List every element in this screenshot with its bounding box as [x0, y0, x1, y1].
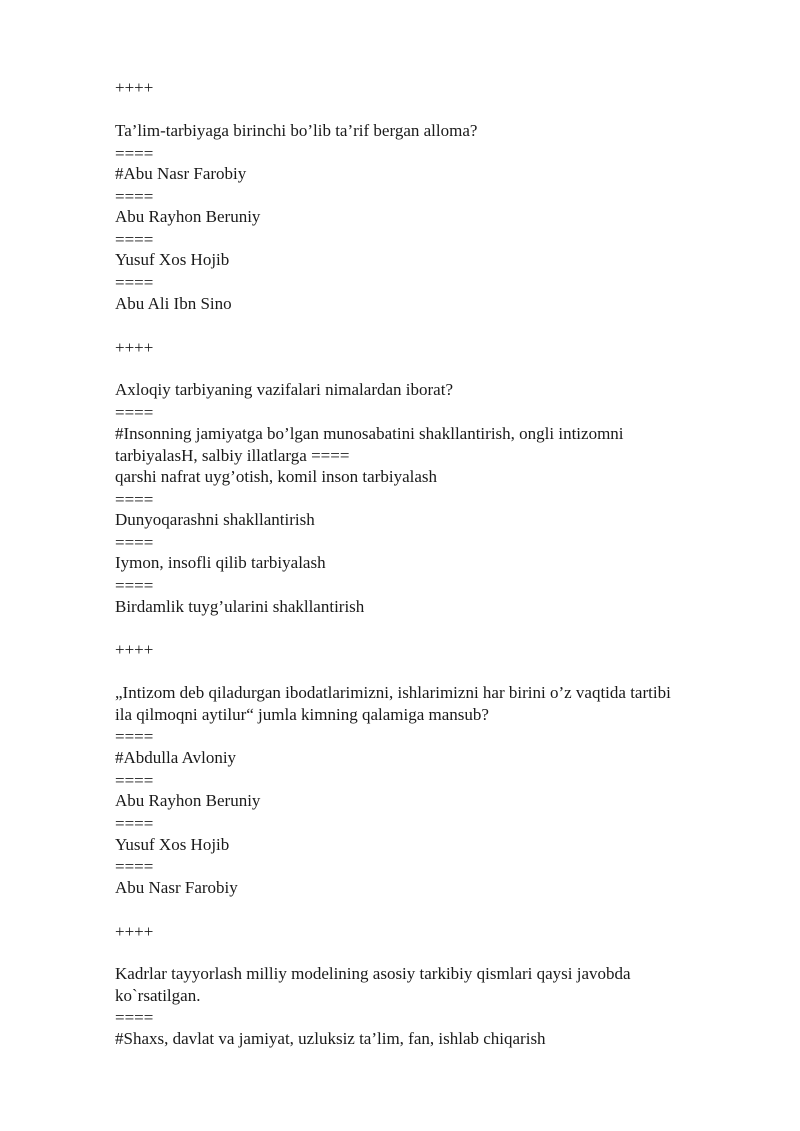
option-separator: ==== [115, 490, 154, 509]
section-separator: ++++ [115, 922, 154, 941]
option-separator: ==== [115, 771, 154, 790]
option-text: Iymon, insofli qilib tarbiyalash [115, 553, 326, 572]
option-separator: ==== [115, 533, 154, 552]
option-text: Abu Ali Ibn Sino [115, 294, 232, 313]
option-text: Yusuf Xos Hojib [115, 835, 230, 854]
option-separator: ==== [115, 144, 154, 163]
question-text: Ta’lim-tarbiyaga birinchi bo’lib ta’rif bergan alloma? [115, 121, 478, 140]
option-separator: ==== [115, 814, 154, 833]
option-separator: ==== [115, 727, 154, 746]
question-text: Axloqiy tarbiyaning vazifalari nimalardan iborat? [115, 380, 453, 399]
option-text: Abu Rayhon Beruniy [115, 791, 261, 810]
option-separator: ==== [115, 1008, 154, 1027]
section-separator: ++++ [115, 78, 154, 97]
section-separator: ++++ [115, 338, 154, 357]
option-correct: #Abu Nasr Farobiy [115, 164, 247, 183]
section-separator: ++++ [115, 640, 154, 659]
option-separator: ==== [115, 230, 154, 249]
option-correct: #Insonning jamiyatga bo’lgan munosabatini shakllantirish, ongli intizomni [115, 424, 624, 443]
option-correct: #Shaxs, davlat va jamiyat, uzluksiz ta’lim, fan, ishlab chiqarish [115, 1029, 546, 1048]
question-text-continued: ko`rsatilgan. [115, 986, 201, 1005]
option-separator: ==== [115, 273, 154, 292]
option-text: Yusuf Xos Hojib [115, 250, 230, 269]
option-separator: ==== [115, 857, 154, 876]
option-text: Abu Nasr Farobiy [115, 878, 238, 897]
question-text: „Intizom deb qiladurgan ibodatlarimizni, ishlarimizni har birini o’z vaqtida tartibi [115, 683, 671, 702]
option-text: Birdamlik tuyg’ularini shakllantirish [115, 597, 365, 616]
question-text-continued: ila qilmoqni aytilur“ jumla kimning qalamiga mansub? [115, 705, 489, 724]
option-separator: ==== [115, 403, 154, 422]
question-text: Kadrlar tayyorlash milliy modelining asosiy tarkibiy qismlari qaysi javobda [115, 964, 631, 983]
option-text: Dunyoqarashni shakllantirish [115, 510, 315, 529]
option-text: Abu Rayhon Beruniy [115, 207, 261, 226]
option-separator: ==== [115, 187, 154, 206]
option-correct-continued: tarbiyalasH, salbiy illatlarga ==== [115, 446, 350, 465]
option-separator: ==== [115, 576, 154, 595]
option-correct: #Abdulla Avloniy [115, 748, 237, 767]
option-correct-continued: qarshi nafrat uyg’otish, komil inson tarbiyalash [115, 467, 437, 486]
